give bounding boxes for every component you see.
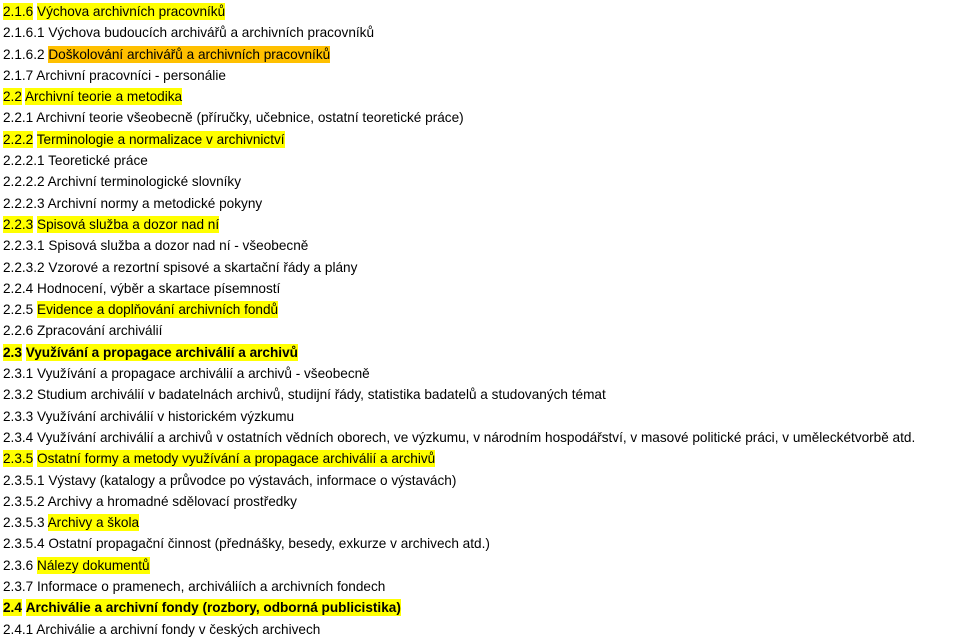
outline-line: [0, 470, 960, 491]
outline-line: [0, 22, 960, 43]
outline-line: [0, 171, 960, 192]
section-title: Archivní pracovníci - personálie: [36, 67, 226, 83]
section-title: Archivní terminologické slovníky: [47, 174, 242, 190]
section-title: Nálezy dokumentů: [37, 557, 150, 573]
outline-line: [0, 129, 960, 150]
section-number: 2.3: [3, 344, 22, 360]
outline-line: [0, 533, 960, 554]
section-title: Využívání archiválií v historickém výzkumu: [37, 408, 295, 424]
section-number: 2.1.6: [3, 4, 34, 19]
section-title: Vzorové a rezortní spisové a skartační řády a plány: [48, 259, 358, 275]
outline-line: [0, 257, 960, 278]
section-title: Výchova budoucích archivářů a archivních pracovníků: [48, 25, 375, 41]
section-title: Archiválie a archivní fondy (rozbory, odborná publicistika): [25, 600, 401, 616]
section-title: Využívání archiválií a archivů v ostatních vědních oborech, ve výzkumu, v národním hospodářství, v masové politické práci, v uměleckétvorbě atd.: [37, 429, 916, 445]
section-number: 2.2.2: [3, 131, 34, 147]
section-number: 2.1.6.1: [3, 25, 45, 41]
outline-line: [0, 512, 960, 533]
section-title: Spisová služba a dozor nad ní - všeobecně: [48, 238, 309, 254]
outline-line: [0, 597, 960, 618]
section-title: Teoretické práce: [48, 153, 148, 169]
outline-line: [0, 555, 960, 576]
outline-line: [0, 299, 960, 320]
section-number: 2.1.7: [3, 67, 34, 83]
section-number: 2.3.5.3: [3, 515, 45, 531]
section-number: 2.2.4: [3, 280, 34, 296]
section-title: Terminologie a normalizace v archivnictví: [36, 131, 285, 147]
section-number: 2.2.2.3: [3, 195, 45, 211]
section-number: 2.2.2.2: [3, 174, 45, 190]
section-number: 2.3.5.1: [3, 472, 45, 488]
outline-line: [0, 107, 960, 128]
section-title: Archivní teorie a metodika: [24, 89, 183, 105]
section-title: Doškolování archivářů a archivních pracovníků: [48, 46, 331, 62]
outline-line: [0, 406, 960, 427]
section-number: 2.3.6: [3, 557, 34, 573]
section-number: 2.2.1: [3, 110, 34, 126]
outline-line: [0, 1, 960, 22]
section-number: 2.3.5.2: [3, 493, 45, 509]
section-number: 2.1.6.2: [3, 46, 45, 62]
section-number: 2.2.3.2: [3, 259, 45, 275]
section-number: 2.3.1: [3, 366, 34, 382]
outline-line: [0, 150, 960, 171]
outline-line: [0, 278, 960, 299]
section-number: 2.2: [3, 89, 22, 105]
outline-line: [0, 193, 960, 214]
section-number: 2.4: [3, 600, 22, 616]
section-number: 2.2.3.1: [3, 238, 45, 254]
section-title: Ostatní propagační činnost (přednášky, besedy, exkurze v archivech atd.): [48, 536, 490, 552]
section-number: 2.2.5: [3, 302, 34, 318]
section-number: 2.3.5: [3, 451, 34, 467]
section-number: 2.2.6: [3, 323, 34, 339]
section-title: Archivy a škola: [47, 515, 140, 531]
section-number: 2.3.5.4: [3, 536, 45, 552]
outline-line: [0, 576, 960, 597]
section-title: Výstavy (katalogy a průvodce po výstavách, informace o výstavách): [48, 472, 457, 488]
section-number: 2.3.7: [3, 579, 34, 595]
section-title: Informace o pramenech, archiváliích a archivních fondech: [37, 579, 386, 595]
outline-line: [0, 427, 960, 448]
section-title: Výchova archivních pracovníků: [37, 4, 226, 19]
section-title: Evidence a doplňování archivních fondů: [37, 302, 279, 318]
outline-line: [0, 235, 960, 256]
section-title: Studium archiválií v badatelnách archivů, studijní řády, statistika badatelů a studovaných témat: [37, 387, 606, 403]
section-number: 2.4.1: [3, 621, 34, 637]
section-title: Ostatní formy a metody využívání a propagace archiválií a archivů: [37, 451, 436, 467]
section-number: 2.2.2.1: [3, 153, 45, 169]
section-number: 2.3.2: [3, 387, 34, 403]
section-title: Archivy a hromadné sdělovací prostředky: [47, 493, 297, 509]
section-title: Archivní teorie všeobecně (příručky, učebnice, ostatní teoretické práce): [36, 110, 464, 126]
outline-line: [0, 86, 960, 107]
section-title: Archivní normy a metodické pokyny: [47, 195, 263, 211]
outline-line: [0, 320, 960, 341]
section-number: 2.2.3: [3, 216, 34, 232]
outline-line: [0, 65, 960, 86]
section-title: Spisová služba a dozor nad ní: [37, 216, 220, 232]
section-number: 2.3.4: [3, 429, 34, 445]
section-title: Využívání a propagace archiválií a archivů: [25, 344, 298, 360]
section-title: Využívání a propagace archiválií a archivů - všeobecně: [37, 366, 370, 382]
outline-line: [0, 619, 960, 640]
outline-line: [0, 214, 960, 235]
section-number: 2.3.3: [3, 408, 34, 424]
outline-line: [0, 448, 960, 469]
outline-line: [0, 363, 960, 384]
section-title: Hodnocení, výběr a skartace písemností: [37, 280, 281, 296]
outline-line: [0, 44, 960, 65]
outline-line: [0, 342, 960, 363]
outline-line: [0, 384, 960, 405]
section-title: Zpracování archiválií: [37, 323, 163, 339]
section-title: Archiválie a archivní fondy v českých archivech: [36, 621, 321, 637]
outline-line: [0, 491, 960, 512]
